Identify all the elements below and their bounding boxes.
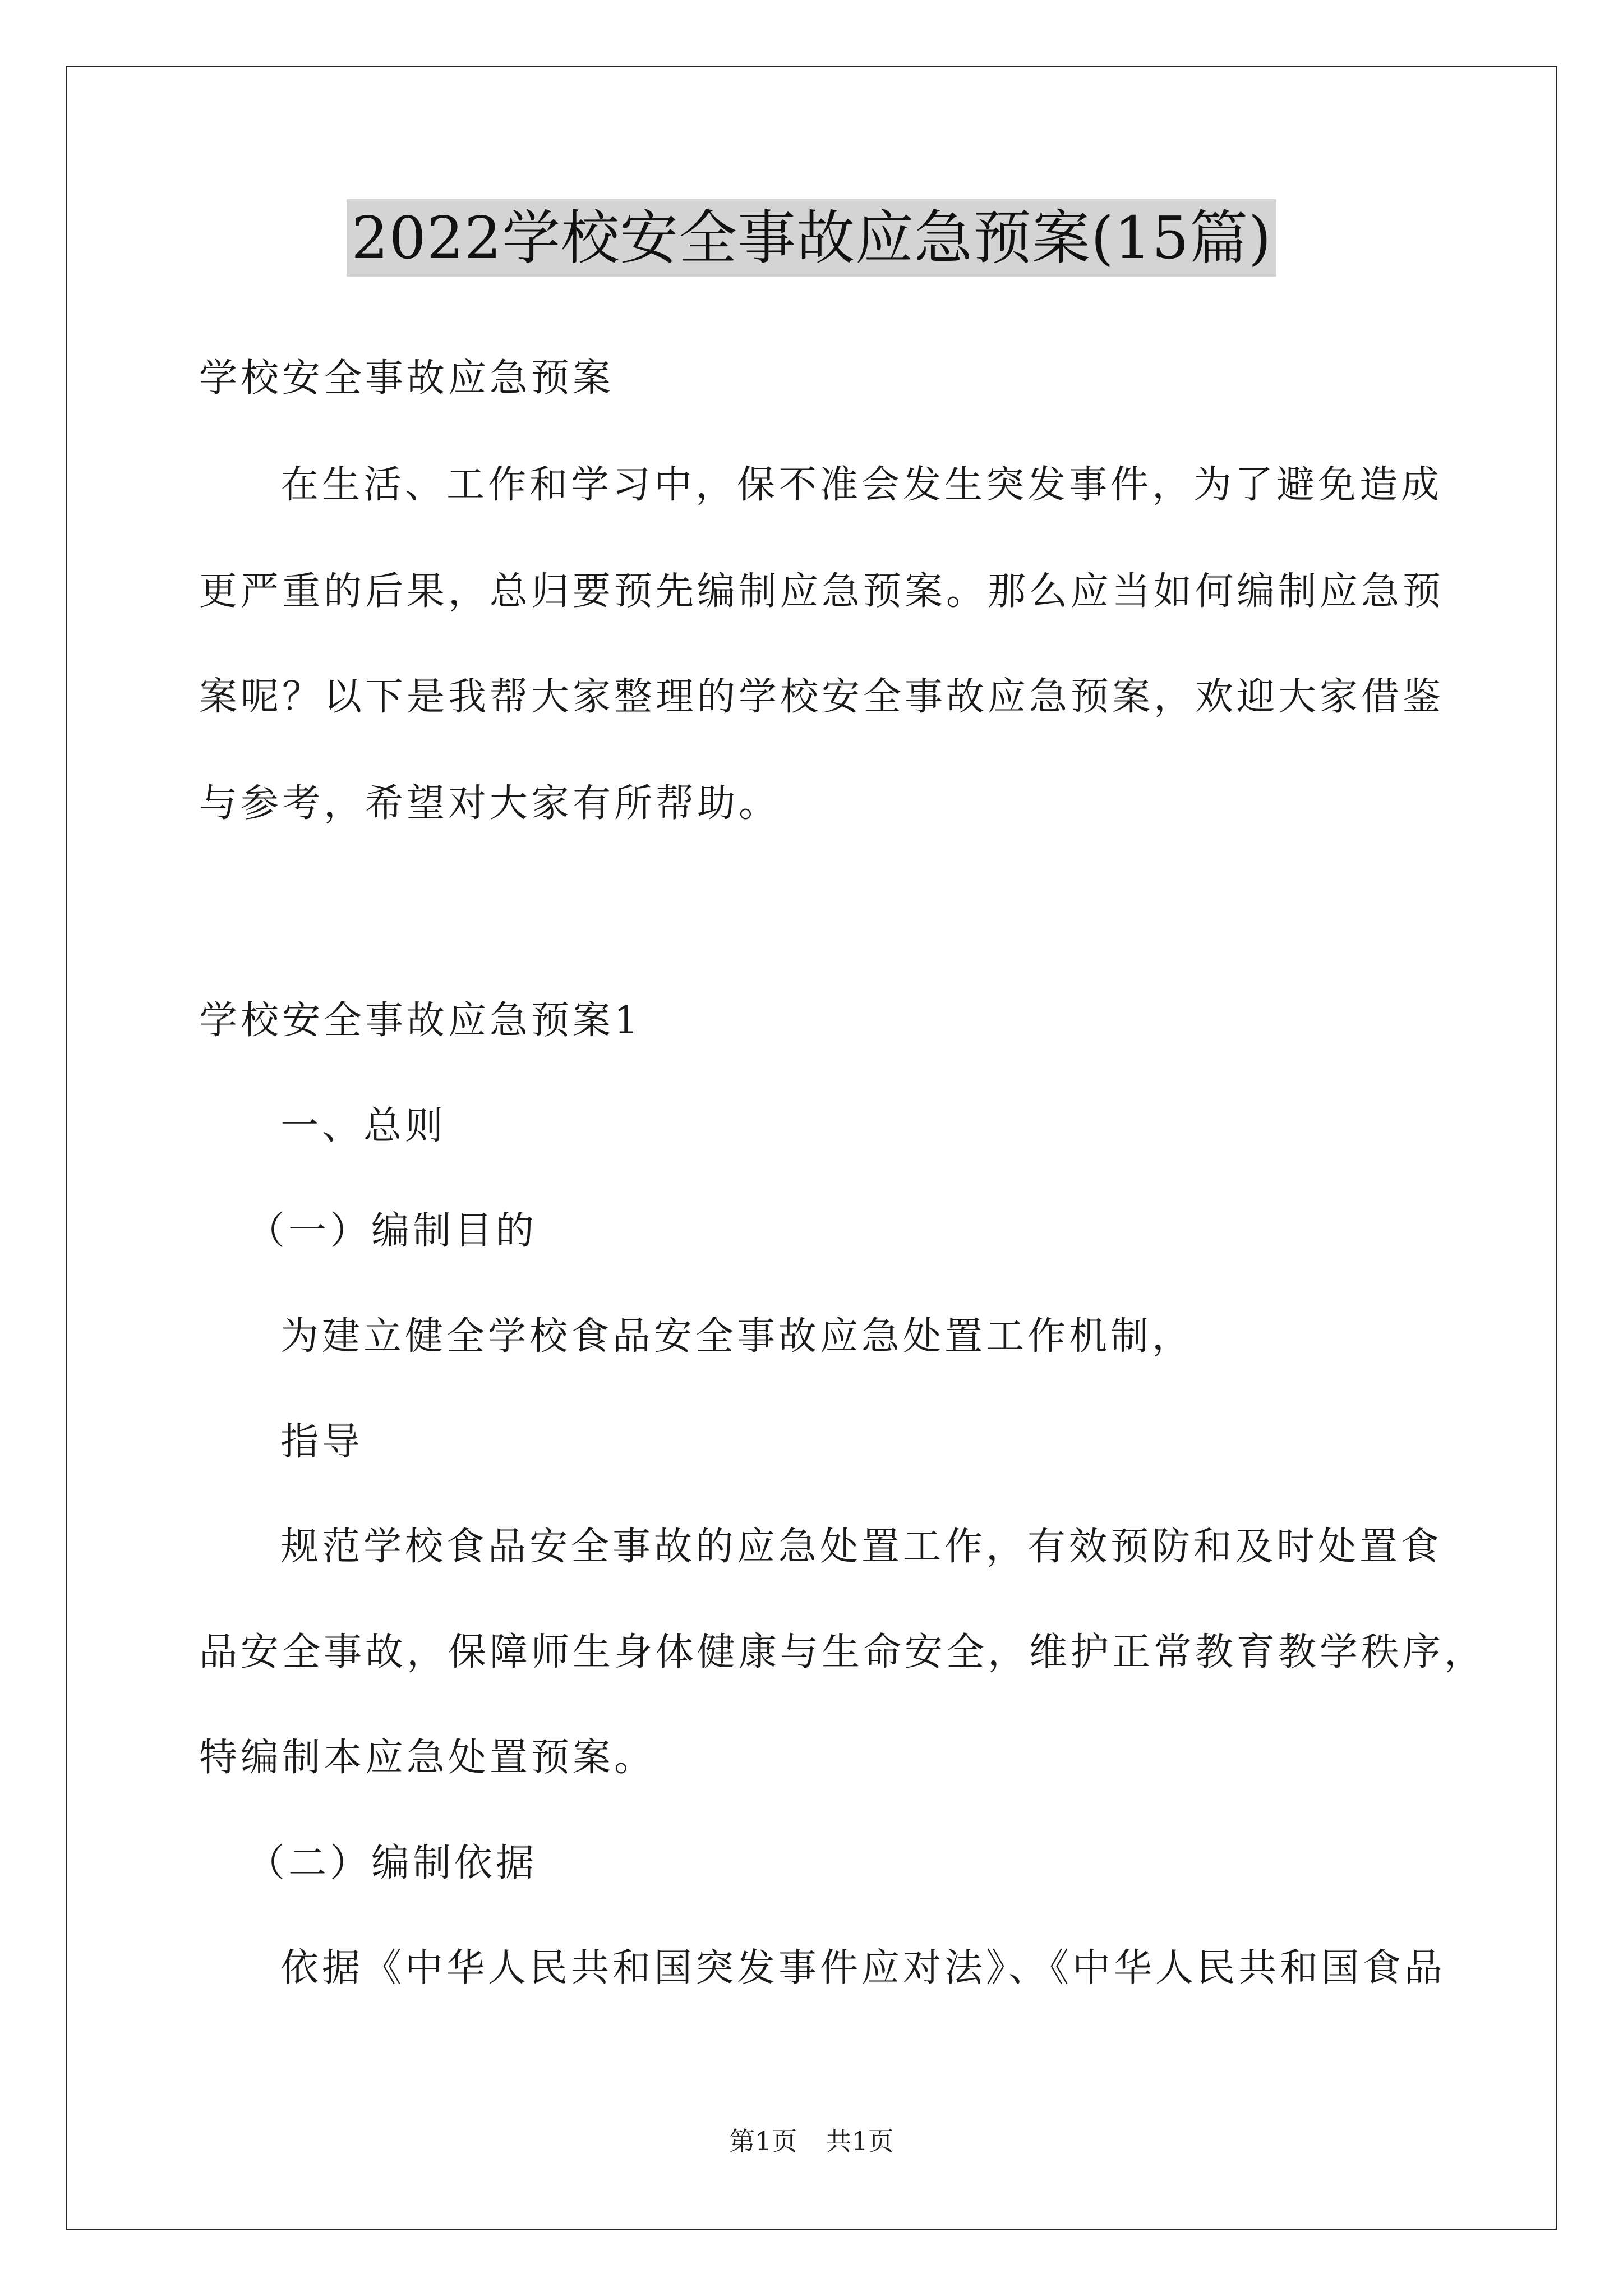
page-number-total: 共1页 <box>826 2126 894 2156</box>
subsection-heading: 一、总则 <box>280 1104 447 1148</box>
paragraph-line: 指导 <box>280 1420 364 1464</box>
title-container <box>0 199 1623 277</box>
paragraph-line: 规范学校食品安全事故的应急处置工作，有效预防和及时处置食 <box>280 1525 1443 1569</box>
paragraph-line: 依据《中华人民共和国突发事件应对法》、《中华人民共和国食品 <box>280 1946 1446 1990</box>
paragraph-line: 案呢？以下是我帮大家整理的学校安全事故应急预案，欢迎大家借鉴 <box>199 675 1445 719</box>
paragraph-line: 特编制本应急处置预案。 <box>199 1736 656 1780</box>
page-number-current: 第1页 <box>729 2126 797 2156</box>
paragraph-line: 与参考，希望对大家有所帮助。 <box>199 781 781 826</box>
paragraph-line: 为建立健全学校食品安全事故应急处置工作机制， <box>280 1314 1194 1359</box>
paragraph-line: 品安全事故，保障师生身体健康与生命安全，维护正常教育教学秩序， <box>199 1630 1486 1674</box>
subsection-heading: （一）编制目的 <box>247 1209 538 1253</box>
section-heading: 学校安全事故应急预案 <box>199 356 615 401</box>
document-title: 2022学校安全事故应急预案(15篇) <box>347 199 1276 277</box>
subsection-heading: （二）编制依据 <box>247 1841 538 1885</box>
paragraph-line: 更严重的后果，总归要预先编制应急预案。那么应当如何编制应急预 <box>199 569 1445 614</box>
section-heading: 学校安全事故应急预案1 <box>199 999 642 1043</box>
paragraph-line: 在生活、工作和学习中，保不准会发生突发事件，为了避免造成 <box>280 463 1443 507</box>
page-footer <box>0 2124 1623 2158</box>
